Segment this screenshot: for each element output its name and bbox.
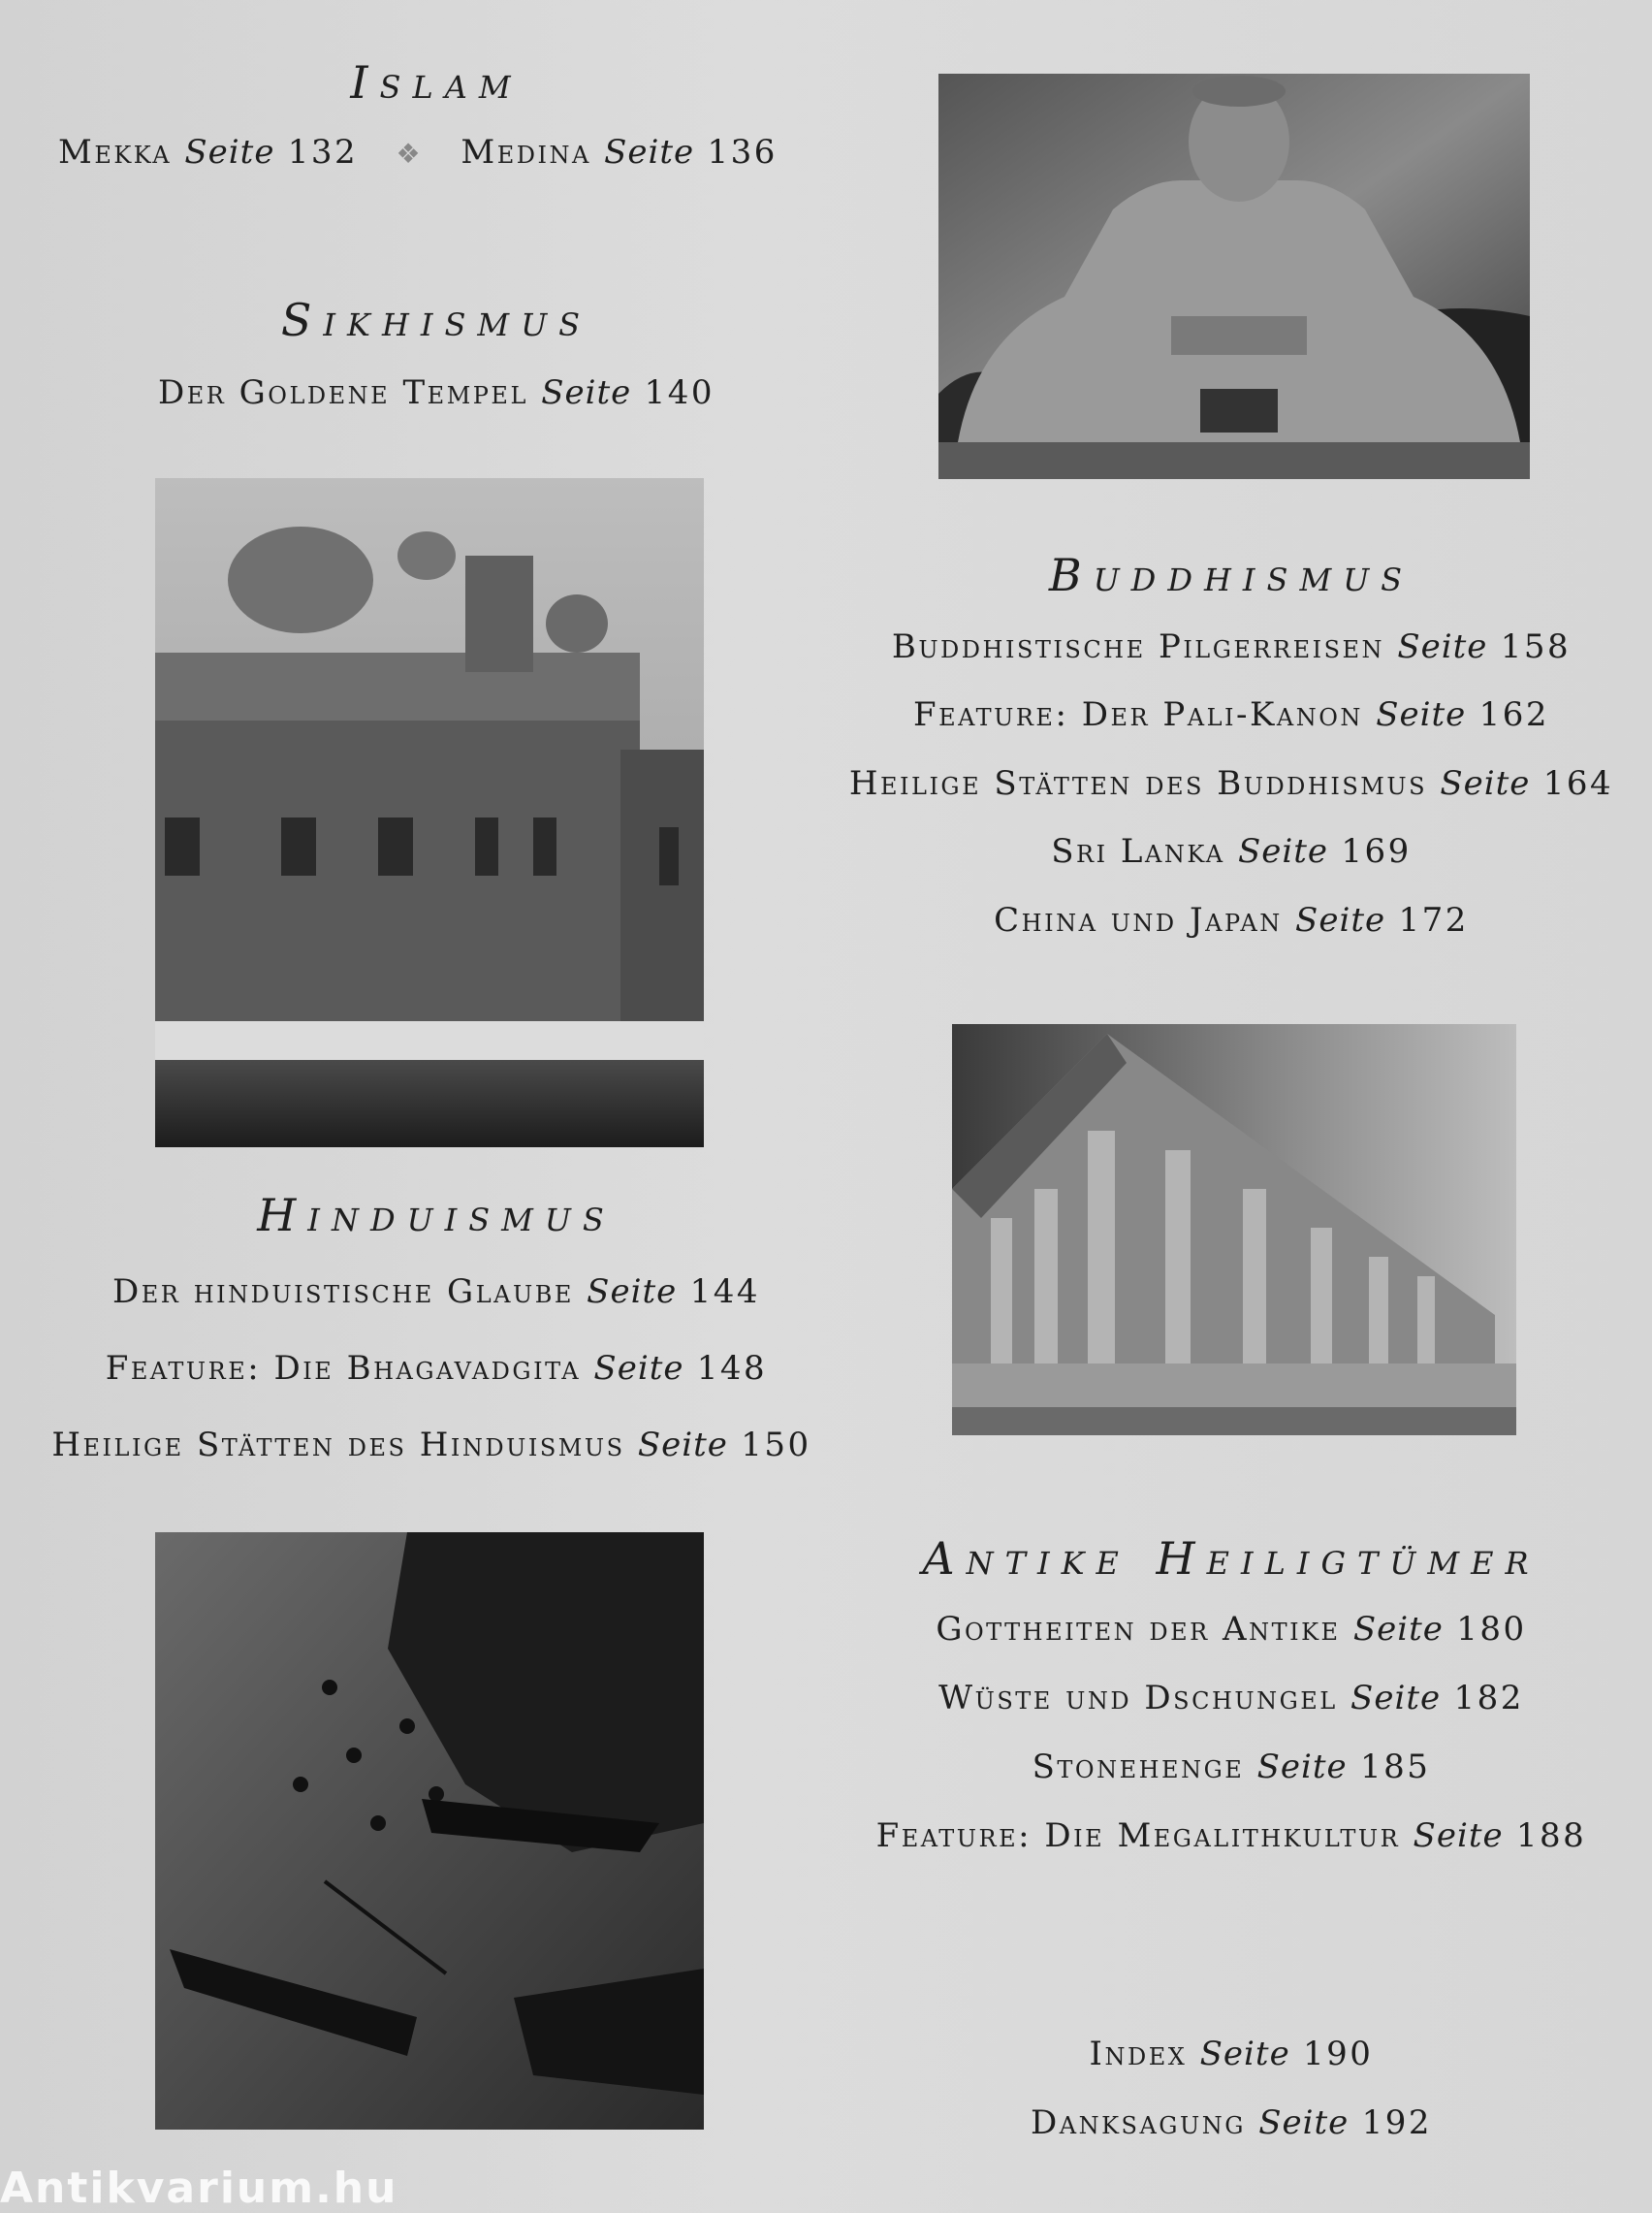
ornament-icon: ❖ (396, 138, 424, 170)
great-buddha-photo (938, 74, 1530, 479)
toc-entry[interactable]: Der hinduistische Glaube Seite 144 (112, 1272, 760, 1311)
toc-entry-mekka[interactable]: Mekka Seite 132 (58, 133, 359, 172)
golden-temple-photo (155, 478, 704, 1147)
toc-entry[interactable]: Wüste und Dschungel Seite 182 (938, 1679, 1524, 1717)
toc-entry[interactable]: Heilige Stätten des Buddhismus Seite 164 (848, 764, 1614, 803)
section-title-hinduismus: Hinduismus (257, 1189, 616, 1241)
toc-entry[interactable]: Feature: Der Pali-Kanon Seite 162 (912, 695, 1549, 734)
toc-entry[interactable]: Sri Lanka Seite 169 (1051, 832, 1412, 871)
section-title-sikhismus: Sikhismus (280, 294, 592, 346)
toc-entry[interactable]: Buddhistische Pilgerreisen Seite 158 (891, 627, 1572, 666)
toc-entry[interactable]: Feature: Die Megalithkultur Seite 188 (875, 1816, 1587, 1855)
toc-entry[interactable]: Stonehenge Seite 185 (1032, 1748, 1431, 1786)
toc-entry-index[interactable]: Index Seite 190 (1089, 2035, 1374, 2073)
parthenon-photo (952, 1024, 1516, 1435)
section-title-islam: Islam (350, 56, 523, 109)
toc-entry[interactable]: Feature: Die Bhagavadgita Seite 148 (105, 1349, 768, 1388)
toc-entry-medina[interactable]: Medina Seite 136 (461, 133, 778, 172)
toc-entry-danksagung[interactable]: Danksagung Seite 192 (1031, 2103, 1432, 2142)
section-title-buddhismus: Buddhismus (1048, 549, 1414, 601)
toc-entry[interactable]: China und Japan Seite 172 (994, 901, 1469, 940)
toc-entry[interactable]: Gottheiten der Antike Seite 180 (936, 1610, 1527, 1649)
watermark: Antikvarium.hu (0, 2164, 398, 2213)
section-title-antike-heiligtuemer: Antike Heiligtümer (922, 1532, 1541, 1585)
ganges-pilgrims-photo (155, 1532, 704, 2130)
toc-entry[interactable]: Heilige Stätten des Hinduismus Seite 150 (51, 1426, 811, 1464)
islam-entries (58, 133, 778, 172)
toc-entry[interactable]: Der Goldene Tempel Seite 140 (157, 373, 715, 412)
